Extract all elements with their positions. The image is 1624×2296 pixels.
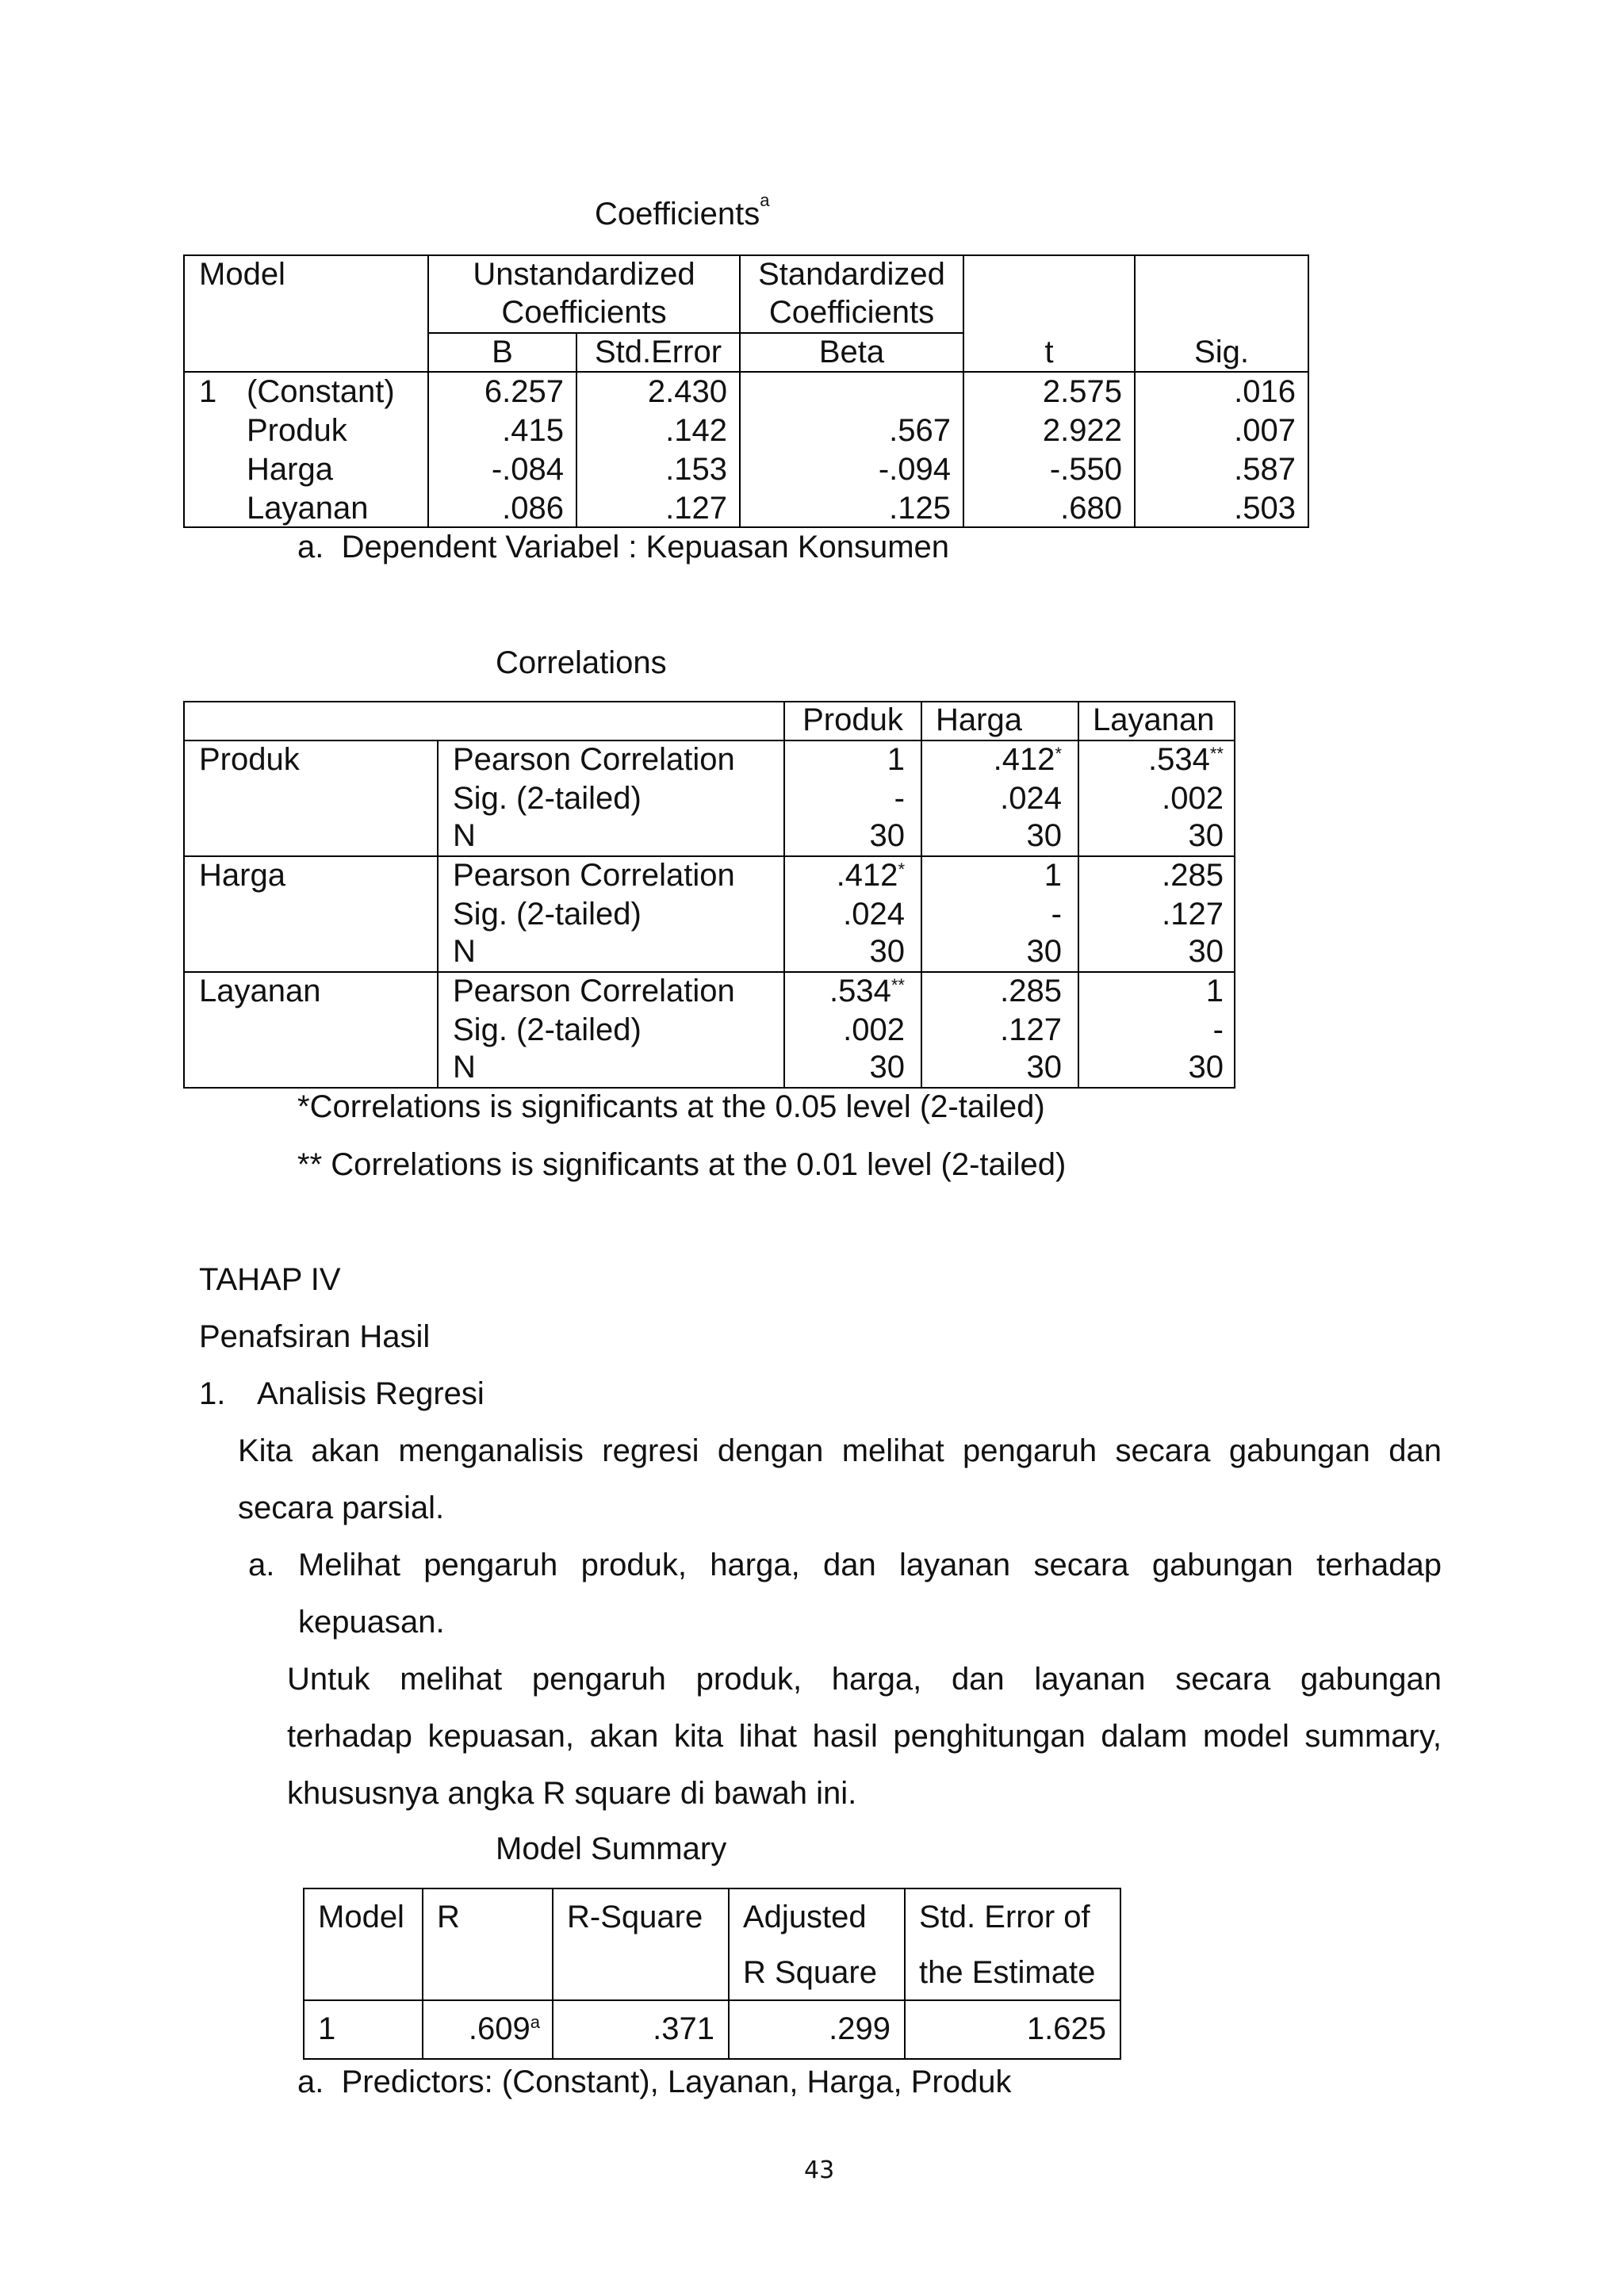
coef-row-t: .680 (1060, 491, 1122, 526)
significance-mark: ** (1209, 744, 1224, 763)
corr-cell: 30 (1026, 934, 1062, 969)
coef-row-t: 2.922 (1042, 413, 1122, 448)
corr-cell: .285 (1000, 974, 1062, 1008)
corr-cell: 1 (887, 742, 905, 777)
coef-row-se: 2.430 (647, 374, 727, 409)
corr-cell: 30 (869, 818, 905, 853)
ms-header-std-error-2: the Estimate (919, 1955, 1096, 1990)
coef-row-name: Harga (247, 452, 333, 487)
correlations-title: Correlations (496, 645, 667, 680)
coefficients-title (595, 190, 770, 232)
corr-cell-value: .412 (836, 858, 898, 893)
corr-row-group-label: Harga (199, 858, 285, 893)
coef-row-sig: .587 (1234, 452, 1296, 487)
paragraph-line: terhadap kepuasan, akan kita lihat hasil penghitungan dalam model summary, (287, 1719, 1442, 1754)
ms-header-rsquare: R-Square (567, 1900, 703, 1934)
coefficients-title-text: Coefficients (595, 197, 760, 232)
corr-cell: - (894, 781, 905, 816)
ms-header-r: R (437, 1900, 460, 1934)
paragraph-line: khususnya angka R square di bawah ini. (287, 1776, 857, 1811)
coef-row-b: .086 (502, 491, 564, 526)
coef-row-sig: .016 (1234, 374, 1296, 409)
corr-cell: 30 (1188, 818, 1224, 853)
corr-cell-value: .412 (993, 742, 1055, 777)
coef-row-se: .127 (665, 491, 727, 526)
corr-cell-value: .534 (829, 974, 891, 1008)
model-summary-title: Model Summary (496, 1831, 727, 1866)
coef-row-b: -.084 (491, 452, 564, 487)
coef-row-se: .142 (665, 413, 727, 448)
significance-mark: * (898, 859, 905, 879)
ms-header-adjusted-2: R Square (743, 1955, 877, 1990)
corr-stat-label: Sig. (2-tailed) (453, 1012, 642, 1047)
coef-row-name: (Constant) (247, 374, 395, 409)
coef-header-unstd: Unstandardized (473, 257, 695, 292)
corr-line (1234, 701, 1235, 1089)
paragraph-line: Melihat pengaruh produk, harga, dan layanan secara gabungan terhadap (298, 1548, 1442, 1582)
ms-value-rsquare: .371 (653, 2011, 714, 2046)
corr-cell: 1 (1205, 974, 1224, 1008)
corr-col-header: Harga (936, 702, 1022, 737)
corr-cell (785, 856, 905, 895)
ms-header-model: Model (318, 1900, 404, 1934)
coef-row-beta: .125 (889, 491, 951, 526)
corr-cell: .024 (1000, 781, 1062, 816)
corr-stat-label: Pearson Correlation (453, 974, 735, 1008)
corr-cell: .285 (1162, 858, 1224, 893)
section-heading: Penafsiran Hasil (199, 1319, 431, 1354)
coef-row-se: .153 (665, 452, 727, 487)
model-summary-footnote: a. Predictors: (Constant), Layanan, Harga, Produk (297, 2064, 1012, 2099)
corr-cell (922, 740, 1062, 779)
corr-row-group-label: Layanan (199, 974, 321, 1008)
corr-cell: 30 (1188, 1050, 1224, 1085)
coef-row-beta: -.094 (878, 452, 951, 487)
paragraph-line: Untuk melihat pengaruh produk, harga, dan layanan secara gabungan (287, 1662, 1442, 1697)
coef-header-se: Std.Error (594, 335, 722, 369)
coef-header-unstd-2: Coefficients (501, 295, 667, 330)
coef-header-t: t (1044, 335, 1054, 369)
ms-header-adjusted: Adjusted (743, 1900, 867, 1934)
corr-cell: 1 (1044, 858, 1062, 893)
coef-header-sig: Sig. (1194, 335, 1249, 369)
corr-cell: - (1212, 1012, 1224, 1047)
paragraph-line: secara parsial. (238, 1490, 445, 1525)
ms-value-adjusted: .299 (829, 2011, 891, 2046)
ms-line (303, 1999, 1121, 2001)
stage-heading: TAHAP IV (199, 1262, 341, 1297)
ms-line (303, 1888, 304, 2060)
correlations-note-01: ** Correlations is significants at the 0.01 level (2-tailed) (297, 1147, 1067, 1182)
corr-cell (1079, 740, 1224, 779)
list-item-heading: Analisis Regresi (257, 1376, 485, 1411)
coef-line (183, 254, 185, 528)
sub-list-marker: a. (248, 1548, 275, 1582)
corr-row-group-label: Produk (199, 742, 300, 777)
corr-stat-label: Sig. (2-tailed) (453, 781, 642, 816)
coef-row-name: Produk (247, 413, 347, 448)
ms-header-std-error: Std. Error of (919, 1900, 1090, 1934)
corr-cell: 30 (1026, 1050, 1062, 1085)
ms-line (303, 2058, 1121, 2060)
ms-line (303, 1888, 1121, 1889)
corr-cell: .002 (1162, 781, 1224, 816)
coef-header-b: B (492, 335, 513, 369)
ms-value-r-sup: a (530, 2012, 540, 2032)
page-number: 43 (804, 2156, 835, 2184)
correlations-note-05: *Correlations is significants at the 0.05 level (2-tailed) (297, 1089, 1045, 1124)
corr-stat-label: N (453, 818, 476, 853)
corr-stat-label: Pearson Correlation (453, 858, 735, 893)
ms-value-std-error: 1.625 (1026, 2011, 1106, 2046)
corr-col-header: Produk (802, 702, 903, 737)
coef-header-beta: Beta (818, 335, 885, 369)
coef-row-beta: .567 (889, 413, 951, 448)
corr-cell: 30 (1026, 818, 1062, 853)
corr-line (437, 740, 439, 1089)
coef-line (1308, 254, 1309, 528)
coef-header-std: Standardized (758, 257, 945, 292)
corr-stat-label: N (453, 934, 476, 969)
coef-model-number: 1 (199, 374, 217, 409)
list-number: 1. (199, 1376, 226, 1411)
coef-row-b: .415 (502, 413, 564, 448)
corr-stat-label: Pearson Correlation (453, 742, 735, 777)
paragraph-line: Kita akan menganalisis regresi dengan melihat pengaruh secara gabungan dan (238, 1433, 1442, 1468)
significance-mark: * (1055, 744, 1062, 763)
coef-header-model: Model (199, 257, 285, 292)
corr-cell: 30 (869, 1050, 905, 1085)
corr-line (183, 701, 185, 1089)
corr-col-header: Layanan (1093, 702, 1215, 737)
corr-cell: .127 (1000, 1012, 1062, 1047)
ms-value-r (423, 2003, 540, 2055)
ms-value-model: 1 (318, 2011, 336, 2046)
coef-row-sig: .503 (1234, 491, 1296, 526)
corr-stat-label: Sig. (2-tailed) (453, 897, 642, 932)
corr-stat-label: N (453, 1050, 476, 1085)
coef-row-name: Layanan (247, 491, 369, 526)
coef-row-t: -.550 (1049, 452, 1122, 487)
corr-cell: .127 (1162, 897, 1224, 932)
paragraph-line: kepuasan. (298, 1605, 445, 1640)
corr-cell-value: .534 (1148, 742, 1210, 777)
corr-cell: .002 (843, 1012, 905, 1047)
ms-value-r-text: .609 (468, 2011, 530, 2046)
coef-header-std-2: Coefficients (768, 295, 935, 330)
coef-row-t: 2.575 (1042, 374, 1122, 409)
coef-row-sig: .007 (1234, 413, 1296, 448)
coefficients-title-sup: a (760, 190, 770, 210)
corr-cell (785, 972, 905, 1011)
corr-cell: 30 (869, 934, 905, 969)
coefficients-footnote: a. Dependent Variabel : Kepuasan Konsumen (297, 530, 950, 564)
corr-cell: .024 (843, 897, 905, 932)
ms-line (1120, 1888, 1121, 2060)
significance-mark: ** (891, 975, 905, 995)
corr-cell: 30 (1188, 934, 1224, 969)
coef-row-b: 6.257 (484, 374, 564, 409)
corr-cell: - (1051, 897, 1062, 932)
